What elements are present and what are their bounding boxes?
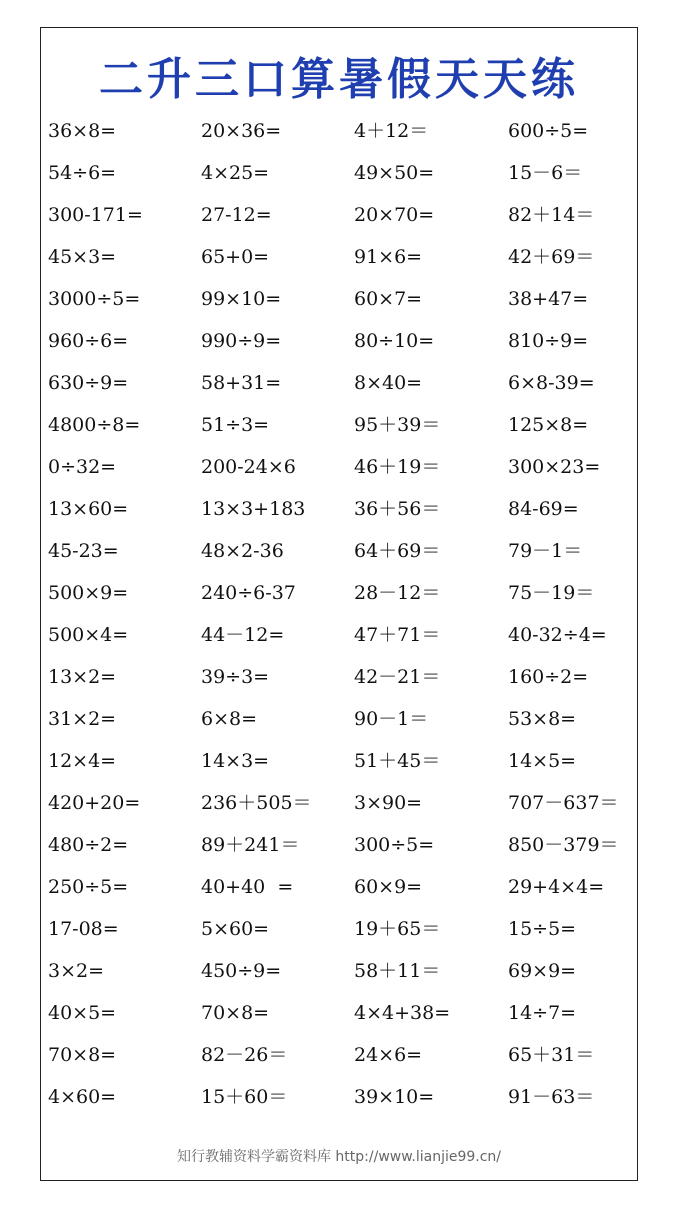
- problem-row: [48, 496, 636, 538]
- arithmetic-problem: 14×5=: [508, 750, 577, 772]
- problem-row: [48, 832, 636, 874]
- arithmetic-problem: 600÷5=: [508, 120, 589, 142]
- problem-row: [48, 916, 636, 958]
- arithmetic-problem: 20×36=: [201, 120, 282, 142]
- arithmetic-problem: 45×3=: [48, 246, 117, 268]
- arithmetic-problem: 28－12＝: [354, 582, 441, 604]
- arithmetic-problem: 99×10=: [201, 288, 282, 310]
- arithmetic-problem: 20×70=: [354, 204, 435, 226]
- arithmetic-problem: 80÷10=: [354, 330, 435, 352]
- arithmetic-problem: 13×3+183: [201, 498, 306, 520]
- arithmetic-problem: 51÷3=: [201, 414, 270, 436]
- problem-row: [48, 580, 636, 622]
- arithmetic-problem: 240÷6-37: [201, 582, 296, 604]
- arithmetic-problem: 65＋31＝: [508, 1044, 595, 1066]
- arithmetic-problem: 0÷32=: [48, 456, 117, 478]
- arithmetic-problem: 75－19＝: [508, 582, 595, 604]
- arithmetic-problem: 40-32÷4=: [508, 624, 607, 646]
- arithmetic-problem: 12×4=: [48, 750, 117, 772]
- arithmetic-problem: 38+47=: [508, 288, 589, 310]
- problem-row: [48, 664, 636, 706]
- arithmetic-problem: 70×8=: [201, 1002, 270, 1024]
- arithmetic-problem: 48×2-36: [201, 540, 284, 562]
- arithmetic-problem: 13×2=: [48, 666, 117, 688]
- worksheet-title: 二升三口算暑假天天练: [99, 54, 579, 105]
- arithmetic-problem: 15－6＝: [508, 162, 583, 184]
- arithmetic-problem: 15÷5=: [508, 918, 577, 940]
- arithmetic-problem: 70×8=: [48, 1044, 117, 1066]
- arithmetic-problem: 39×10=: [354, 1086, 435, 1108]
- arithmetic-problem: 8×40=: [354, 372, 423, 394]
- arithmetic-problem: 42＋69＝: [508, 246, 595, 268]
- arithmetic-problem: 6×8=: [201, 708, 258, 730]
- arithmetic-problem: 82－26＝: [201, 1044, 288, 1066]
- problem-row: [48, 790, 636, 832]
- arithmetic-problem: 82＋14＝: [508, 204, 595, 226]
- arithmetic-problem: 500×4=: [48, 624, 129, 646]
- problem-row: [48, 370, 636, 412]
- arithmetic-problem: 810÷9=: [508, 330, 589, 352]
- problem-row: [48, 874, 636, 916]
- arithmetic-problem: 5×60=: [201, 918, 270, 940]
- problem-row: [48, 160, 636, 202]
- arithmetic-problem: 200-24×6: [201, 456, 296, 478]
- problem-row: [48, 202, 636, 244]
- arithmetic-problem: 24×6=: [354, 1044, 423, 1066]
- arithmetic-problem: 36＋56＝: [354, 498, 441, 520]
- arithmetic-problem: 250÷5=: [48, 876, 129, 898]
- arithmetic-problem: 79－1＝: [508, 540, 583, 562]
- arithmetic-problem: 13×60=: [48, 498, 129, 520]
- arithmetic-problem: 40+40 =: [201, 876, 294, 898]
- arithmetic-problem: 4×25=: [201, 162, 270, 184]
- problem-row: [48, 706, 636, 748]
- arithmetic-problem: 89＋241＝: [201, 834, 300, 856]
- arithmetic-problem: 17-08=: [48, 918, 119, 940]
- problem-row: [48, 328, 636, 370]
- arithmetic-problem: 4＋12＝: [354, 120, 429, 142]
- arithmetic-problem: 65+0=: [201, 246, 270, 268]
- arithmetic-problem: 54÷6=: [48, 162, 117, 184]
- arithmetic-problem: 84-69=: [508, 498, 579, 520]
- problem-row: [48, 118, 636, 160]
- arithmetic-problem: 39÷3=: [201, 666, 270, 688]
- arithmetic-problem: 31×2=: [48, 708, 117, 730]
- arithmetic-problem: 300-171=: [48, 204, 143, 226]
- problem-row: [48, 454, 636, 496]
- arithmetic-problem: 19＋65＝: [354, 918, 441, 940]
- worksheet-frame: [40, 27, 638, 1181]
- problem-row: [48, 538, 636, 580]
- arithmetic-problem: 27-12=: [201, 204, 272, 226]
- arithmetic-problem: 60×7=: [354, 288, 423, 310]
- problem-row: [48, 1042, 636, 1084]
- arithmetic-problem: 40×5=: [48, 1002, 117, 1024]
- arithmetic-problem: 707－637＝: [508, 792, 619, 814]
- arithmetic-problem: 4×60=: [48, 1086, 117, 1108]
- arithmetic-problem: 300÷5=: [354, 834, 435, 856]
- arithmetic-problem: 44－12=: [201, 624, 285, 646]
- arithmetic-problem: 4800÷8=: [48, 414, 141, 436]
- arithmetic-problem: 500×9=: [48, 582, 129, 604]
- problem-grid: [48, 118, 636, 1126]
- arithmetic-problem: 850－379＝: [508, 834, 619, 856]
- problem-row: [48, 1084, 636, 1126]
- problem-row: [48, 412, 636, 454]
- arithmetic-problem: 60×9=: [354, 876, 423, 898]
- arithmetic-problem: 36×8=: [48, 120, 117, 142]
- arithmetic-problem: 95＋39＝: [354, 414, 441, 436]
- arithmetic-problem: 15＋60＝: [201, 1086, 288, 1108]
- arithmetic-problem: 480÷2=: [48, 834, 129, 856]
- arithmetic-problem: 42－21＝: [354, 666, 441, 688]
- arithmetic-problem: 3000÷5=: [48, 288, 141, 310]
- problem-row: [48, 286, 636, 328]
- arithmetic-problem: 450÷9=: [201, 960, 282, 982]
- arithmetic-problem: 58＋11＝: [354, 960, 441, 982]
- problem-row: [48, 1000, 636, 1042]
- arithmetic-problem: 990÷9=: [201, 330, 282, 352]
- arithmetic-problem: 29+4×4=: [508, 876, 605, 898]
- arithmetic-problem: 91－63＝: [508, 1086, 595, 1108]
- arithmetic-problem: 69×9=: [508, 960, 577, 982]
- arithmetic-problem: 14×3=: [201, 750, 270, 772]
- arithmetic-problem: 6×8-39=: [508, 372, 595, 394]
- arithmetic-problem: 420+20=: [48, 792, 141, 814]
- arithmetic-problem: 630÷9=: [48, 372, 129, 394]
- footer-source: 知行教辅资料学霸资料库 http://www.lianjie99.cn/: [176, 1149, 502, 1165]
- arithmetic-problem: 45-23=: [48, 540, 119, 562]
- arithmetic-problem: 14÷7=: [508, 1002, 577, 1024]
- arithmetic-problem: 49×50=: [354, 162, 435, 184]
- arithmetic-problem: 46＋19＝: [354, 456, 441, 478]
- arithmetic-problem: 3×2=: [48, 960, 105, 982]
- arithmetic-problem: 300×23=: [508, 456, 601, 478]
- arithmetic-problem: 125×8=: [508, 414, 589, 436]
- problem-row: [48, 748, 636, 790]
- arithmetic-problem: 58+31=: [201, 372, 282, 394]
- arithmetic-problem: 236＋505＝: [201, 792, 312, 814]
- problem-row: [48, 622, 636, 664]
- arithmetic-problem: 3×90=: [354, 792, 423, 814]
- arithmetic-problem: 53×8=: [508, 708, 577, 730]
- problem-row: [48, 958, 636, 1000]
- arithmetic-problem: 4×4+38=: [354, 1002, 451, 1024]
- arithmetic-problem: 160÷2=: [508, 666, 589, 688]
- arithmetic-problem: 47＋71＝: [354, 624, 441, 646]
- arithmetic-problem: 91×6=: [354, 246, 423, 268]
- arithmetic-problem: 64＋69＝: [354, 540, 441, 562]
- problem-row: [48, 244, 636, 286]
- arithmetic-problem: 51＋45＝: [354, 750, 441, 772]
- arithmetic-problem: 90－1＝: [354, 708, 429, 730]
- arithmetic-problem: 960÷6=: [48, 330, 129, 352]
